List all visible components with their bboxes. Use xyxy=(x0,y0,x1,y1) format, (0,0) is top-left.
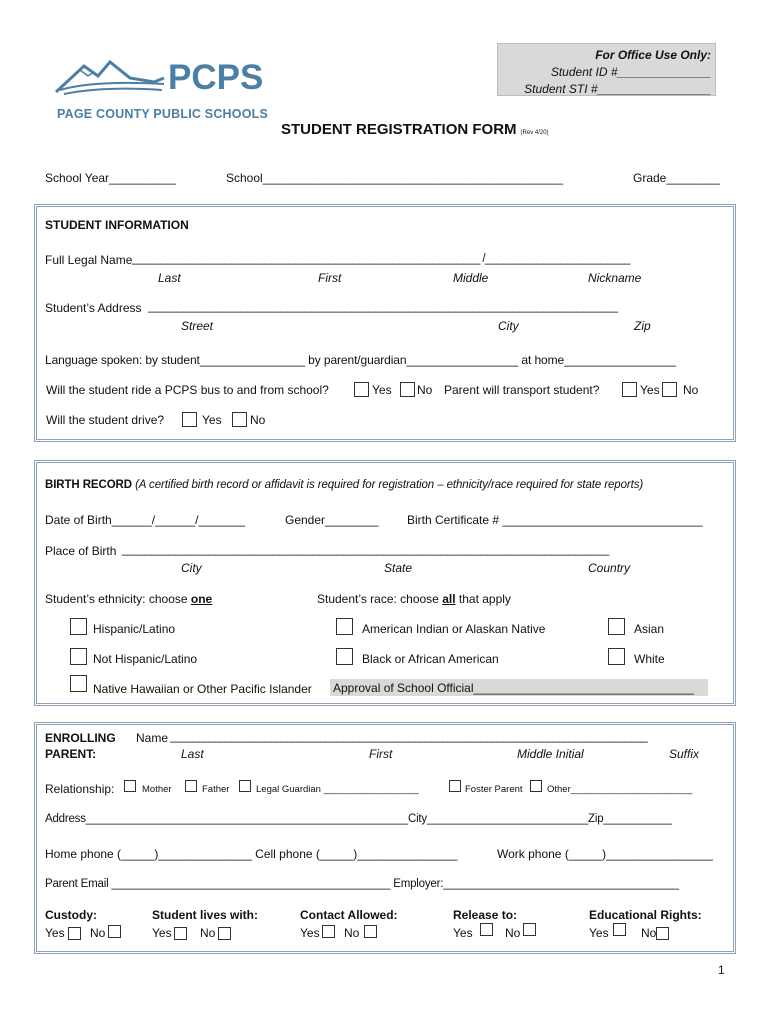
lives-with-label: Student lives with: xyxy=(152,908,259,922)
black-label: Black or African American xyxy=(362,652,499,666)
parent-address-field[interactable]: Address____________________________________________________City__________________________Zip___________ xyxy=(45,813,672,825)
ethnicity-question-text: Student’s ethnicity: choose xyxy=(45,592,191,606)
not-hispanic-label: Not Hispanic/Latino xyxy=(93,652,198,666)
custody-yes-label: Yes xyxy=(45,926,65,940)
race-question-suffix: that apply xyxy=(455,592,511,606)
lives-no-label: No xyxy=(200,926,216,940)
asian-label: Asian xyxy=(634,622,665,636)
language-spoken-field[interactable]: Language spoken: by student________________ by parent/guardian_________________ at home_________________ xyxy=(45,353,676,367)
sub-last: Last xyxy=(181,747,204,761)
father-label: Father xyxy=(202,784,230,795)
hispanic-checkbox[interactable] xyxy=(70,618,87,635)
birth-record-note: (A certified birth record or affidavit is required for registration – ethnicity/race required for state reports) xyxy=(135,479,644,491)
legal-guardian-field[interactable]: Legal Guardian __________________ xyxy=(256,784,419,795)
sub-middle-initial: Middle Initial xyxy=(517,747,584,761)
american-indian-label: American Indian or Alaskan Native xyxy=(362,622,546,636)
birth-record-title: BIRTH RECORD xyxy=(45,479,132,491)
drive-no-label: No xyxy=(250,413,266,427)
sub-last: Last xyxy=(158,271,181,285)
enrolling-heading: ENROLLING xyxy=(45,731,116,745)
foster-parent-label: Foster Parent xyxy=(465,784,523,795)
race-question-text: Student’s race: choose xyxy=(317,592,443,606)
white-label: White xyxy=(634,652,665,666)
custody-no-label: No xyxy=(90,926,106,940)
custody-label: Custody: xyxy=(45,908,97,922)
hawaiian-checkbox[interactable] xyxy=(70,675,87,692)
form-revision: (Rev 4/20) xyxy=(520,130,549,136)
transport-no-checkbox[interactable] xyxy=(662,382,677,397)
sub-state: State xyxy=(384,561,413,575)
contact-yes-checkbox[interactable] xyxy=(322,925,335,938)
white-checkbox[interactable] xyxy=(608,648,625,665)
not-hispanic-checkbox[interactable] xyxy=(70,648,87,665)
lives-yes-checkbox[interactable] xyxy=(174,927,187,940)
logo-abbr: PCPS xyxy=(168,58,264,97)
form-title: STUDENT REGISTRATION FORM xyxy=(281,121,517,138)
black-checkbox[interactable] xyxy=(336,648,353,665)
edu-no-label: No xyxy=(641,926,657,940)
custody-yes-checkbox[interactable] xyxy=(68,927,81,940)
release-no-label: No xyxy=(505,926,521,940)
edu-yes-checkbox[interactable] xyxy=(613,923,626,936)
drive-yes-checkbox[interactable] xyxy=(182,412,197,427)
phone-fields[interactable]: Home phone (_____)______________ Cell phone (_____)_______________ xyxy=(45,847,458,861)
hawaiian-label: Native Hawaiian or Other Pacific Islander xyxy=(93,682,312,696)
page-number: 1 xyxy=(718,963,725,977)
school-field[interactable]: School_____________________________________________ xyxy=(226,171,564,185)
sub-city: City xyxy=(181,561,202,575)
sub-middle: Middle xyxy=(453,271,489,285)
transport-no-label: No xyxy=(683,383,699,397)
birth-record-heading xyxy=(45,479,643,491)
student-information-section xyxy=(34,204,736,442)
place-of-birth-field[interactable]: ____________________________________________________________________________________ xyxy=(122,544,609,556)
student-address-field[interactable]: _________________________________________________________________________________ xyxy=(148,301,618,313)
custody-no-checkbox[interactable] xyxy=(108,925,121,938)
sub-nickname: Nickname xyxy=(588,271,642,285)
date-of-birth-field[interactable]: Date of Birth______/______/_______ xyxy=(45,513,246,527)
lives-no-checkbox[interactable] xyxy=(218,927,231,940)
release-to-label: Release to: xyxy=(453,908,518,922)
contact-no-checkbox[interactable] xyxy=(364,925,377,938)
hispanic-label: Hispanic/Latino xyxy=(93,622,176,636)
drive-yes-label: Yes xyxy=(202,413,222,427)
ethnicity-question xyxy=(45,592,212,606)
drive-no-checkbox[interactable] xyxy=(232,412,247,427)
release-yes-label: Yes xyxy=(453,926,473,940)
sub-first: First xyxy=(369,747,393,761)
parent-heading: PARENT: xyxy=(45,747,97,761)
office-use-heading: For Office Use Only: xyxy=(595,48,711,62)
student-address-label: Student’s Address xyxy=(45,301,142,315)
sub-city: City xyxy=(498,319,519,333)
contact-allowed-label: Contact Allowed: xyxy=(300,908,398,922)
sub-zip: Zip xyxy=(634,319,651,333)
sub-first: First xyxy=(318,271,342,285)
sub-suffix: Suffix xyxy=(669,747,700,761)
transport-yes-checkbox[interactable] xyxy=(622,382,637,397)
race-question xyxy=(317,592,511,606)
work-phone-field[interactable]: Work phone (_____)________________ xyxy=(497,847,713,861)
other-checkbox[interactable] xyxy=(530,780,542,792)
bus-yes-checkbox[interactable] xyxy=(354,382,369,397)
office-use-box xyxy=(497,43,716,96)
parent-name-field[interactable]: ______________________________________________________________________________________ xyxy=(170,731,647,743)
mother-label: Mother xyxy=(142,784,172,795)
foster-parent-checkbox[interactable] xyxy=(449,780,461,792)
american-indian-checkbox[interactable] xyxy=(336,618,353,635)
email-employer-field[interactable]: Parent Email _____________________________________________ Employer:______________________________________ xyxy=(45,878,679,890)
bus-question: Will the student ride a PCPS bus to and from school? xyxy=(46,383,329,397)
father-checkbox[interactable] xyxy=(185,780,197,792)
logo-district-name: PAGE COUNTY PUBLIC SCHOOLS xyxy=(57,107,269,121)
ethnicity-emphasis: one xyxy=(190,592,213,606)
birth-certificate-field[interactable]: Birth Certificate # ______________________________ xyxy=(407,513,703,527)
student-information-heading: STUDENT INFORMATION xyxy=(45,218,189,232)
educational-rights-label: Educational Rights: xyxy=(589,908,702,922)
student-id-field: Student ID #______________ xyxy=(550,65,711,79)
release-yes-checkbox[interactable] xyxy=(480,923,493,936)
full-legal-name-field[interactable]: ____________________________________________________________ /_________________________ xyxy=(132,253,630,265)
edu-no-checkbox[interactable] xyxy=(656,927,669,940)
transport-yes-label: Yes xyxy=(640,383,660,397)
page-title xyxy=(281,121,549,138)
bus-yes-label: Yes xyxy=(372,383,392,397)
contact-no-label: No xyxy=(344,926,360,940)
sub-street: Street xyxy=(181,319,214,333)
transport-question: Parent will transport student? xyxy=(444,383,600,397)
approval-official-field[interactable]: Approval of School Official_________________________________ xyxy=(330,679,708,696)
grade-field[interactable]: Grade________ xyxy=(633,171,720,185)
contact-yes-label: Yes xyxy=(300,926,320,940)
relationship-label: Relationship: xyxy=(45,782,115,796)
bus-no-label: No xyxy=(417,383,433,397)
place-of-birth-label: Place of Birth xyxy=(45,544,117,558)
parent-name-label: Name xyxy=(136,731,169,745)
asian-checkbox[interactable] xyxy=(608,618,625,635)
sub-country: Country xyxy=(588,561,631,575)
edu-yes-label: Yes xyxy=(589,926,609,940)
race-emphasis: all xyxy=(442,592,456,606)
bus-no-checkbox[interactable] xyxy=(400,382,415,397)
birth-record-section xyxy=(34,460,736,706)
full-legal-name-label: Full Legal Name xyxy=(45,253,133,267)
student-sti-field: Student STI #_________________ xyxy=(524,82,711,96)
gender-field[interactable]: Gender________ xyxy=(285,513,379,527)
lives-yes-label: Yes xyxy=(152,926,172,940)
mother-checkbox[interactable] xyxy=(124,780,136,792)
other-field[interactable]: Other_______________________ xyxy=(547,784,693,795)
drive-question: Will the student drive? xyxy=(46,413,165,427)
legal-guardian-checkbox[interactable] xyxy=(239,780,251,792)
release-no-checkbox[interactable] xyxy=(523,923,536,936)
school-year-field[interactable]: School Year__________ xyxy=(45,171,176,185)
